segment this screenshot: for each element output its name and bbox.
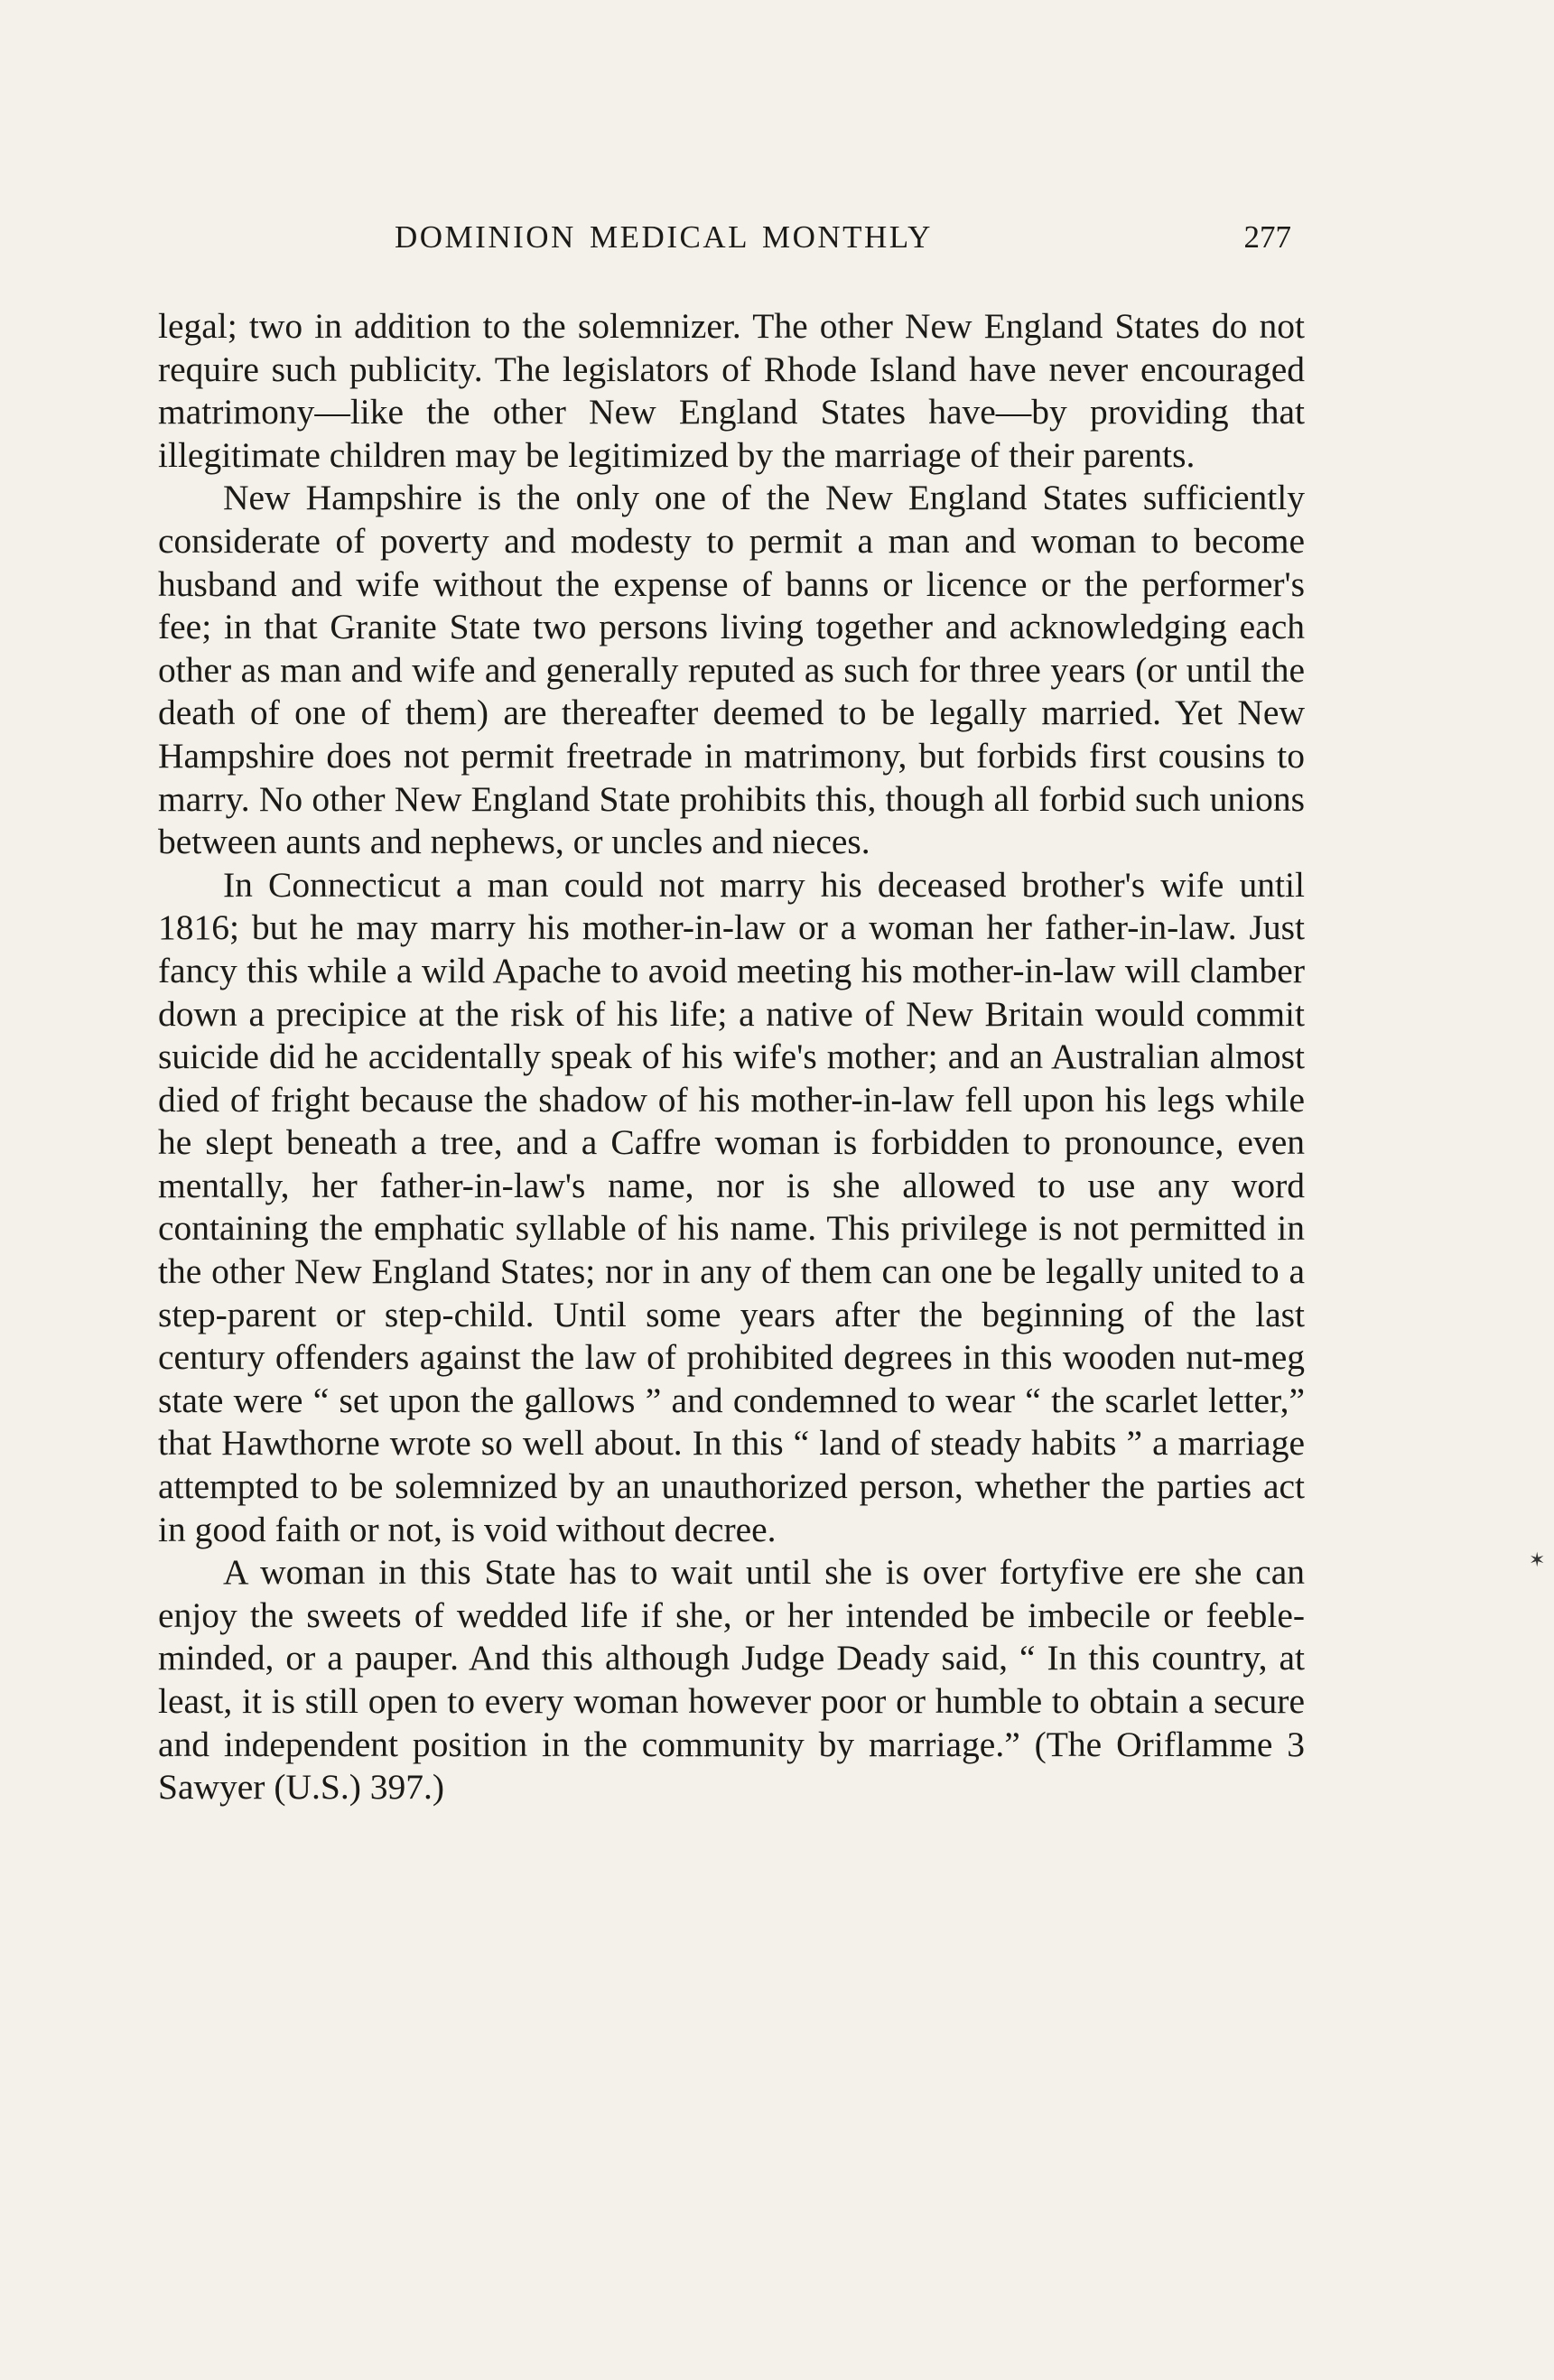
journal-title: DOMINION MEDICAL MONTHLY: [395, 219, 933, 255]
margin-mark: ✶: [1529, 1548, 1546, 1571]
body-text: [158, 305, 1305, 1809]
paragraph-new-hampshire: New Hampshire is the only one of the New England States sufficiently considerate of poverty and modesty to permit a man and woman to become husband and wife without the expense of banns or licence or the performer's fee; in that Granite State two persons living together and acknowledging each other as man and wife and generally reputed as such for three years (or until the death of one of them) are thereafter deemed to be legally married. Yet New Hampshire does not permit freetrade in matrimony, but forbids first cousins to marry. No other New England State prohibits this, though all forbid such unions between aunts and nephews, or uncles and nieces.: [158, 478, 1305, 862]
page-number: 277: [1243, 219, 1291, 255]
running-head: [158, 219, 1305, 265]
paragraph-connecticut: In Connecticut a man could not marry his deceased brother's wife until 1816; but he may marry his mother-in-law or a woman her father-in-law. Just fancy this while a wild Apache to avoid meeting his mother-in-law will clamber down a precipice at the risk of his life; a native of New Britain would commit suicide did he accidentally speak of his wife's mother; and an Australian almost died of fright because the shadow of his mother-in-law fell upon his legs while he slept beneath a tree, and a Caffre woman is forbidden to pronounce, even mentally, her father-in-law's name, nor is she allowed to use any word containing the emphatic syllable of his name. This privilege is not permitted in the other New England States; nor in any of them can one be legally united to a step-parent or step-child. Until some years after the beginning of the last century offenders against the law of prohibited degrees in this wooden nut-meg state were “ set upon the gallows ” and condemned to wear “ the scarlet letter,” that Hawthorne wrote so well about. In this “ land of steady habits ” a marriage attempted to be solemnized by an unauthorized person, whether the parties act in good faith or not, is void without decree.: [158, 864, 1305, 1549]
paragraph-continued-rhode-island: legal; two in addition to the solemnizer. The other New England States do not require such publicity. The legislators of Rhode Island have never encouraged matrimony—like the other New England States have—by providing that illegitimate children may be legitimized by the marriage of their parents.: [158, 306, 1305, 475]
paragraph-woman-this-state: A woman in this State has to wait until she is over fortyfive ere she can enjoy the sweets of wedded life if she, or her intended be imbecile or feeble-minded, or a pauper. And this although Judge Deady said, “ In this country, at least, it is still open to every woman however poor or humble to obtain a secure and independent position in the community by marriage.” (The Oriflamme 3 Sawyer (U.S.) 397.): [158, 1552, 1305, 1808]
